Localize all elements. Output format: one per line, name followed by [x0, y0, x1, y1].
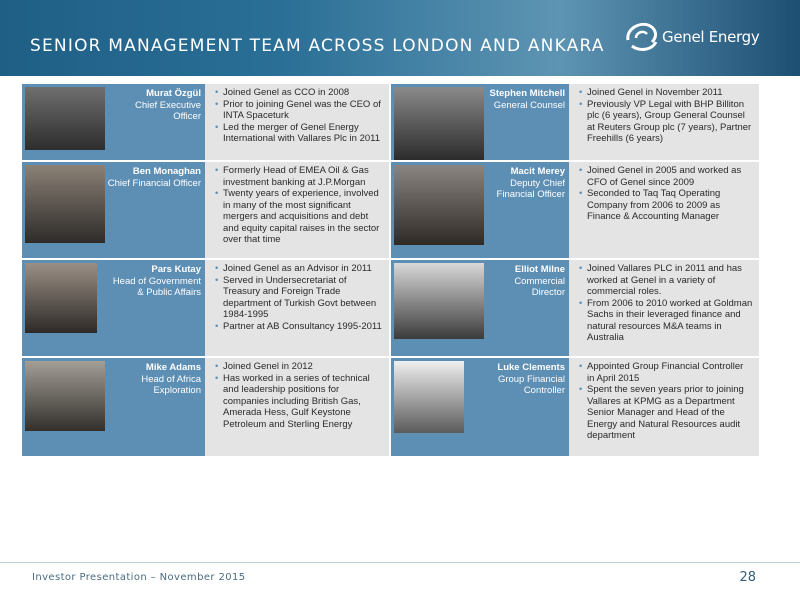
bio-item: • Prior to joining Genel was the CEO of INTA Spaceturk — [215, 99, 383, 122]
person-card-4 — [391, 162, 569, 258]
person-bio-4 — [569, 162, 759, 258]
bio-item: • Partner at AB Consultancy 1995-2011 — [215, 321, 383, 333]
header-banner — [0, 0, 800, 76]
footer-divider — [0, 562, 800, 563]
person-title: General Counsel — [493, 99, 565, 111]
person-title: Chief Executive Officer — [134, 99, 201, 122]
person-name: Mike Adams — [145, 362, 201, 373]
person-title: Head of Government & Public Affairs — [112, 275, 201, 298]
person-bio-7 — [205, 358, 389, 456]
bio-item: • Seconded to Taq Taq Operating Company from 2006 to 2009 as Finance & Accounting Manager — [579, 188, 753, 223]
portrait-photo — [25, 361, 105, 431]
logo-swirl-icon — [622, 20, 662, 56]
logo-text: Genel Energy — [662, 28, 760, 46]
person-card-1 — [22, 84, 205, 160]
bio-item: • Twenty years of experience, involved in many of the most significant mergers and acquisitions and debt and equity capital raises in the sector over that time — [215, 188, 383, 246]
footer-text: Investor Presentation – November 2015 — [32, 572, 246, 583]
page-number: 28 — [739, 570, 756, 585]
bio-item: • Joined Vallares PLC in 2011 and has worked at Genel in a variety of commercial roles. — [579, 263, 753, 298]
person-name: Stephen Mitchell — [489, 88, 565, 99]
person-name: Macit Merey — [510, 166, 565, 177]
person-card-3 — [22, 162, 205, 258]
person-title: Head of Africa Exploration — [141, 373, 201, 396]
person-title: Group Financial Controller — [497, 373, 565, 396]
bio-item: • Previously VP Legal with BHP Billiton plc (6 years), Group General Counsel at Reuters Group plc (7 years), Partner Freehills (6 years) — [579, 99, 753, 145]
portrait-photo — [394, 87, 484, 160]
bio-item: • Appointed Group Financial Controller in April 2015 — [579, 361, 753, 384]
person-name: Elliot Milne — [514, 264, 565, 275]
person-bio-1 — [205, 84, 389, 160]
page-title: SENIOR MANAGEMENT TEAM ACROSS LONDON AND ANKARA — [30, 36, 605, 56]
person-card-6 — [391, 260, 569, 356]
bio-item: • Joined Genel as CCO in 2008 — [215, 87, 383, 99]
portrait-photo — [25, 263, 97, 333]
bio-item: • Joined Genel in 2005 and worked as CFO of Genel since 2009 — [579, 165, 753, 188]
portrait-photo — [25, 87, 105, 150]
person-title: Chief Financial Officer — [107, 177, 201, 189]
person-name: Pars Kutay — [151, 264, 201, 275]
person-name: Ben Monaghan — [132, 166, 201, 177]
bio-item: • Served in Undersecretariat of Treasury and Foreign Trade department of Turkish Govt between 1984-1995 — [215, 275, 383, 321]
portrait-photo — [394, 263, 484, 339]
person-name: Luke Clements — [497, 362, 565, 373]
person-title: Deputy Chief Financial Officer — [496, 177, 565, 200]
person-bio-5 — [205, 260, 389, 356]
person-card-2 — [391, 84, 569, 160]
person-card-5 — [22, 260, 205, 356]
portrait-photo — [394, 165, 484, 245]
bio-item: • From 2006 to 2010 worked at Goldman Sachs in their leveraged finance and natural resources M&A teams in Australia — [579, 298, 753, 344]
person-card-8 — [391, 358, 569, 456]
person-bio-2 — [569, 84, 759, 160]
bio-item: • Spent the seven years prior to joining Vallares at KPMG as a Department Senior Manager and Head of the Energy and Natural Resources audit department — [579, 384, 753, 442]
person-card-7 — [22, 358, 205, 456]
bio-item: • Has worked in a series of technical and leadership positions for companies including British Gas, Amerada Hess, Gulf Keystone Petroleum and Sterling Energy — [215, 373, 383, 431]
person-name: Murat Özgül — [146, 88, 201, 99]
person-bio-8 — [569, 358, 759, 456]
bio-item: • Joined Genel as an Advisor in 2011 — [215, 263, 383, 275]
person-bio-3 — [205, 162, 389, 258]
portrait-photo — [25, 165, 105, 243]
person-title: Commercial Director — [514, 275, 565, 298]
portrait-photo — [394, 361, 464, 433]
bio-item: • Formerly Head of EMEA Oil & Gas investment banking at J.P.Morgan — [215, 165, 383, 188]
bio-item: • Joined Genel in November 2011 — [579, 87, 753, 99]
bio-item: • Joined Genel in 2012 — [215, 361, 383, 373]
bio-item: • Led the merger of Genel Energy International with Vallares Plc in 2011 — [215, 122, 383, 145]
company-logo — [622, 20, 772, 60]
person-bio-6 — [569, 260, 759, 356]
